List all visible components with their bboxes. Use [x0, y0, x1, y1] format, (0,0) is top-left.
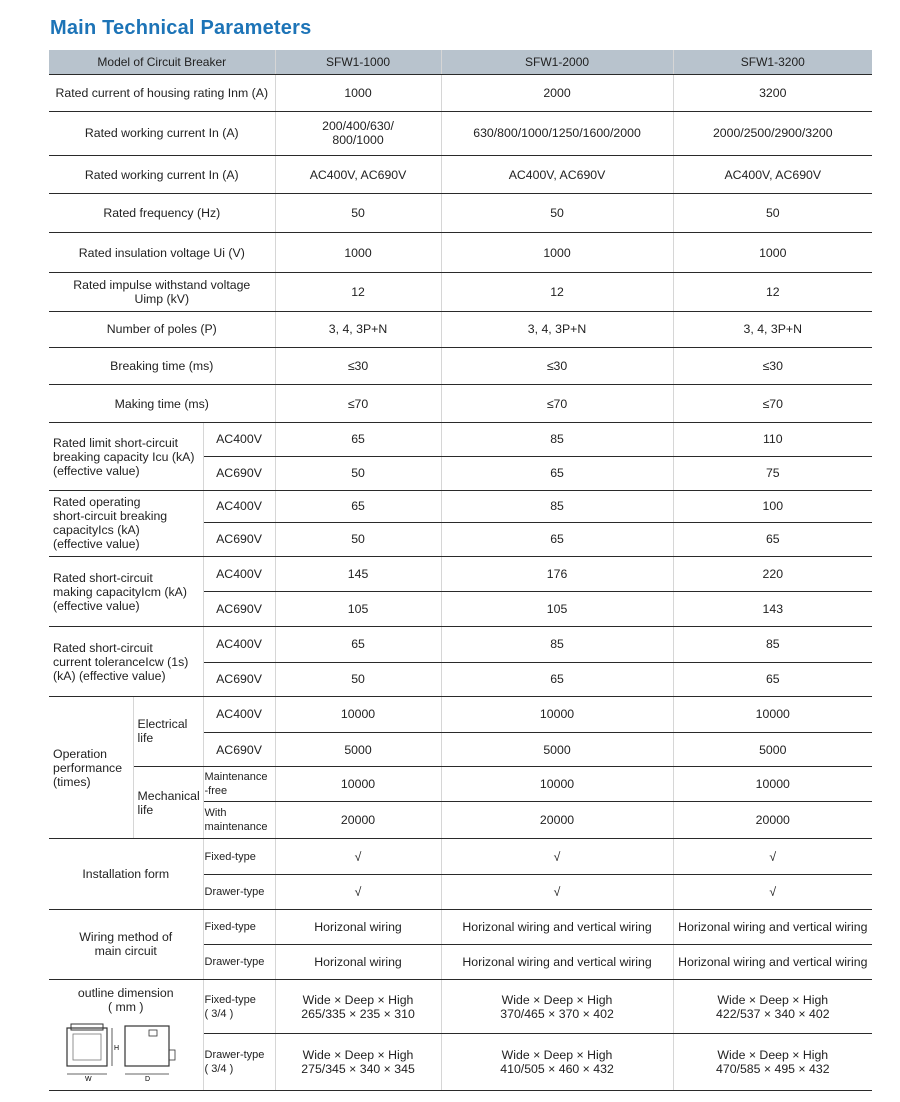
insulation_voltage-value-3: 1000: [673, 233, 872, 272]
operation-sub-3: Maintenance -free: [203, 767, 275, 802]
operation-3-value-2: 10000: [441, 767, 673, 802]
housing_current-value-1: 1000: [275, 74, 441, 111]
icm-sub-1: AC400V: [203, 557, 275, 592]
model-header-label: Model of Circuit Breaker: [49, 50, 275, 74]
frequency-label: Rated frequency (Hz): [49, 194, 275, 233]
breaking_time-label: Breaking time (ms): [49, 348, 275, 385]
side-view-handle: [149, 1030, 157, 1036]
operation-4-value-1: 20000: [275, 802, 441, 839]
side-view-terminal: [169, 1050, 175, 1060]
model-header-3: SFW1-3200: [673, 50, 872, 74]
housing_current-label: Rated current of housing rating Inm (A): [49, 74, 275, 111]
row-icm-1: [49, 557, 872, 592]
ics-2-value-2: 65: [441, 522, 673, 556]
wiring-1-value-1: Horizonal wiring: [275, 909, 441, 944]
making_time-label: Making time (ms): [49, 385, 275, 423]
ics-1-value-2: 85: [441, 490, 673, 522]
wiring-1-value-3: Horizonal wiring and vertical wiring: [673, 909, 872, 944]
frequency-value-3: 50: [673, 194, 872, 233]
working_voltage-label: Rated working current In (A): [49, 156, 275, 194]
dimension-1-value-3: Wide × Deep × High 422/537 × 340 × 402: [673, 980, 872, 1034]
impulse_voltage-value-2: 12: [441, 272, 673, 311]
icm-1-value-2: 176: [441, 557, 673, 592]
operation-sub-2: AC690V: [203, 732, 275, 766]
operation-4-value-3: 20000: [673, 802, 872, 839]
depth-dimension-label: D: [145, 1076, 151, 1083]
icu-1-value-1: 65: [275, 423, 441, 456]
breaking_time-value-2: ≤30: [441, 348, 673, 385]
ics-sub-1: AC400V: [203, 490, 275, 522]
icw-sub-1: AC400V: [203, 627, 275, 662]
height-dimension-label: H: [114, 1045, 120, 1053]
icu-2-value-1: 50: [275, 456, 441, 490]
front-view-panel: [73, 1034, 101, 1060]
icw-2-value-3: 65: [673, 662, 872, 696]
installation-1-value-2: √: [441, 839, 673, 874]
ics-label: Rated operating short-circuit breaking capacityIcs (kA) (effective value): [49, 490, 203, 556]
row-operation-1: [49, 696, 872, 732]
icm-1-value-3: 220: [673, 557, 872, 592]
ics-2-value-1: 50: [275, 522, 441, 556]
installation-sub-2: Drawer-type: [203, 874, 275, 909]
working_current-value-2: 630/800/1000/1250/1600/2000: [441, 111, 673, 155]
breaking_time-value-3: ≤30: [673, 348, 872, 385]
side-view-outline: [125, 1026, 169, 1066]
operation-sub-4: With maintenance: [203, 802, 275, 839]
insulation_voltage-value-2: 1000: [441, 233, 673, 272]
icw-2-value-2: 65: [441, 662, 673, 696]
housing_current-value-3: 3200: [673, 74, 872, 111]
row-installation-1: [49, 839, 872, 874]
poles-value-3: 3, 4, 3P+N: [673, 311, 872, 347]
dimension-label: [49, 980, 203, 1091]
ics-1-value-3: 100: [673, 490, 872, 522]
installation-2-value-3: √: [673, 874, 872, 909]
dimension-2-value-1: Wide × Deep × High 275/345 × 340 × 345: [275, 1034, 441, 1091]
operation-3-value-1: 10000: [275, 767, 441, 802]
wiring-1-value-2: Horizonal wiring and vertical wiring: [441, 909, 673, 944]
parameters-table-body: [49, 50, 872, 1091]
installation-2-value-1: √: [275, 874, 441, 909]
page-title: Main Technical Parameters: [50, 17, 312, 39]
breaking_time-value-1: ≤30: [275, 348, 441, 385]
row-working_current: [49, 111, 872, 155]
housing_current-value-2: 2000: [441, 74, 673, 111]
mechanical-life-label: Mechanical life: [133, 767, 203, 839]
icu-2-value-3: 75: [673, 456, 872, 490]
row-dimension-1: [49, 980, 872, 1034]
wiring-label: Wiring method of main circuit: [49, 909, 203, 979]
working_current-label: Rated working current In (A): [49, 111, 275, 155]
icm-2-value-2: 105: [441, 592, 673, 627]
operation-4-value-2: 20000: [441, 802, 673, 839]
row-making_time: [49, 385, 872, 423]
installation-2-value-2: √: [441, 874, 673, 909]
dimension-2-value-2: Wide × Deep × High 410/505 × 460 × 432: [441, 1034, 673, 1091]
operation-1-value-1: 10000: [275, 696, 441, 732]
icw-1-value-3: 85: [673, 627, 872, 662]
operation-1-value-3: 10000: [673, 696, 872, 732]
icu-2-value-2: 65: [441, 456, 673, 490]
width-dimension-label: W: [85, 1076, 92, 1083]
ics-1-value-1: 65: [275, 490, 441, 522]
installation-label: Installation form: [49, 839, 203, 909]
dimension-1-value-1: Wide × Deep × High 265/335 × 235 × 310: [275, 980, 441, 1034]
row-insulation_voltage: [49, 233, 872, 272]
row-breaking_time: [49, 348, 872, 385]
icu-label: Rated limit short-circuit breaking capacity Icu (kA) (effective value): [49, 423, 203, 490]
wiring-2-value-2: Horizonal wiring and vertical wiring: [441, 944, 673, 979]
wiring-sub-1: Fixed-type: [203, 909, 275, 944]
model-header-2: SFW1-2000: [441, 50, 673, 74]
icw-sub-2: AC690V: [203, 662, 275, 696]
parameters-table: [49, 50, 872, 1091]
installation-1-value-1: √: [275, 839, 441, 874]
operation-sub-1: AC400V: [203, 696, 275, 732]
operation-3-value-3: 10000: [673, 767, 872, 802]
operation-label: Operation performance (times): [49, 696, 133, 839]
dimension-2-value-3: Wide × Deep × High 470/585 × 495 × 432: [673, 1034, 872, 1091]
wiring-2-value-1: Horizonal wiring: [275, 944, 441, 979]
icm-2-value-3: 143: [673, 592, 872, 627]
working_current-value-1: 200/400/630/ 800/1000: [275, 111, 441, 155]
row-icu-1: [49, 423, 872, 456]
row-housing_current: [49, 74, 872, 111]
row-icw-1: [49, 627, 872, 662]
making_time-value-2: ≤70: [441, 385, 673, 423]
operation-1-value-2: 10000: [441, 696, 673, 732]
ics-sub-2: AC690V: [203, 522, 275, 556]
impulse_voltage-value-1: 12: [275, 272, 441, 311]
icm-sub-2: AC690V: [203, 592, 275, 627]
icw-2-value-1: 50: [275, 662, 441, 696]
installation-sub-1: Fixed-type: [203, 839, 275, 874]
operation-2-value-3: 5000: [673, 732, 872, 766]
installation-1-value-3: √: [673, 839, 872, 874]
working_voltage-value-2: AC400V, AC690V: [441, 156, 673, 194]
header-row: [49, 50, 872, 74]
icu-1-value-2: 85: [441, 423, 673, 456]
impulse_voltage-label: Rated impulse withstand voltage Uimp (kV): [49, 272, 275, 311]
frequency-value-2: 50: [441, 194, 673, 233]
icu-1-value-3: 110: [673, 423, 872, 456]
frequency-value-1: 50: [275, 194, 441, 233]
icm-1-value-1: 145: [275, 557, 441, 592]
row-operation-3: [49, 767, 872, 802]
dimension-1-value-2: Wide × Deep × High 370/465 × 370 × 402: [441, 980, 673, 1034]
working_voltage-value-1: AC400V, AC690V: [275, 156, 441, 194]
row-frequency: [49, 194, 872, 233]
icm-label: Rated short-circuit making capacityIcm (kA) (effective value): [49, 557, 203, 627]
dimension-sub-1: Fixed-type ( 3/4 ): [203, 980, 275, 1034]
insulation_voltage-label: Rated insulation voltage Ui (V): [49, 233, 275, 272]
impulse_voltage-value-3: 12: [673, 272, 872, 311]
icu-sub-1: AC400V: [203, 423, 275, 456]
row-poles: [49, 311, 872, 347]
making_time-value-1: ≤70: [275, 385, 441, 423]
dimension-label: outline dimension ( mm ): [77, 986, 174, 1015]
icw-1-value-1: 65: [275, 627, 441, 662]
operation-2-value-1: 5000: [275, 732, 441, 766]
operation-2-value-2: 5000: [441, 732, 673, 766]
working_voltage-value-3: AC400V, AC690V: [673, 156, 872, 194]
ics-2-value-3: 65: [673, 522, 872, 556]
wiring-2-value-3: Horizonal wiring and vertical wiring: [673, 944, 872, 979]
icw-1-value-2: 85: [441, 627, 673, 662]
icm-2-value-1: 105: [275, 592, 441, 627]
row-working_voltage: [49, 156, 872, 194]
row-ics-1: [49, 490, 872, 522]
electrical-life-label: Electrical life: [133, 696, 203, 766]
icw-label: Rated short-circuit current toleranceIcw (1s) (kA) (effective value): [49, 627, 203, 696]
model-header-1: SFW1-1000: [275, 50, 441, 74]
working_current-value-3: 2000/2500/2900/3200: [673, 111, 872, 155]
poles-value-1: 3, 4, 3P+N: [275, 311, 441, 347]
wiring-sub-2: Drawer-type: [203, 944, 275, 979]
poles-value-2: 3, 4, 3P+N: [441, 311, 673, 347]
poles-label: Number of poles (P): [49, 311, 275, 347]
dimension-sub-2: Drawer-type ( 3/4 ): [203, 1034, 275, 1091]
icu-sub-2: AC690V: [203, 456, 275, 490]
row-wiring-1: [49, 909, 872, 944]
row-impulse_voltage: [49, 272, 872, 311]
insulation_voltage-value-1: 1000: [275, 233, 441, 272]
making_time-value-3: ≤70: [673, 385, 872, 423]
outline-dimension-diagram: [63, 1020, 183, 1082]
front-view-top: [71, 1024, 103, 1030]
